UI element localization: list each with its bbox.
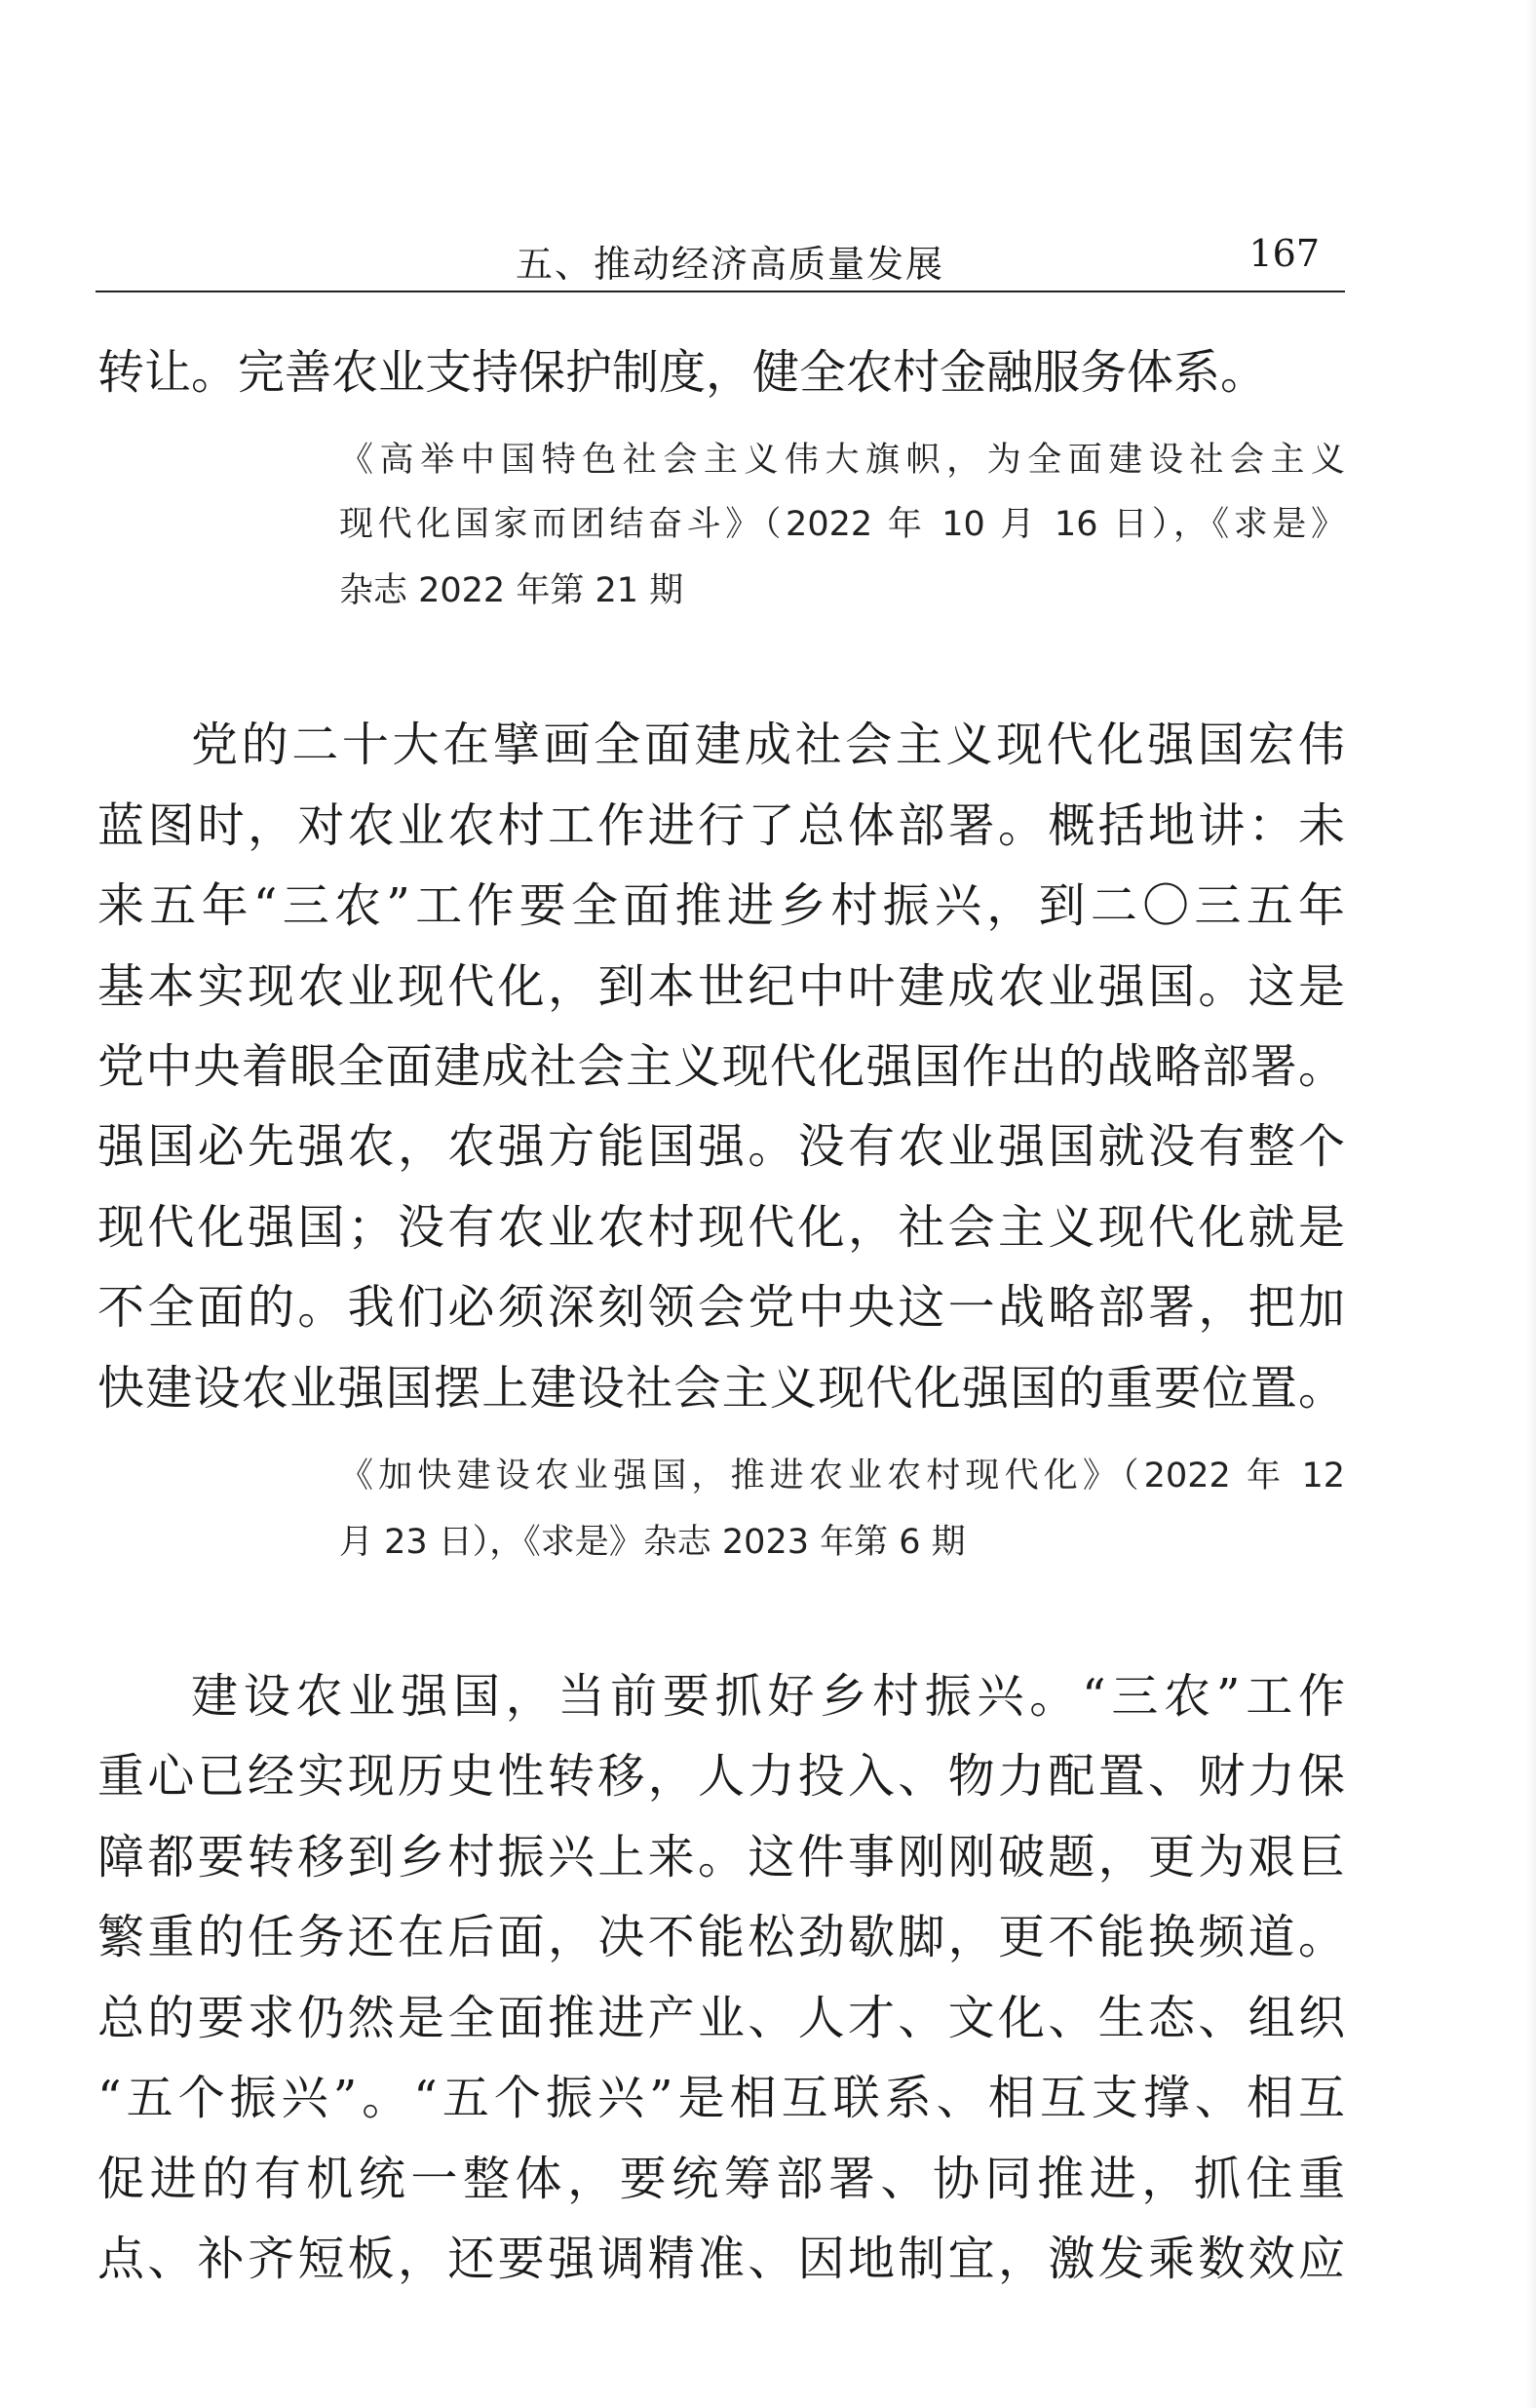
header-rule [96, 291, 1345, 292]
page-edge-shadow [1526, 0, 1536, 2408]
chapter-title: 五、推动经济高质量发展 [515, 243, 944, 286]
body-line: “五个振兴”。“五个振兴”是相互联系、相互支撑、相互 [97, 2071, 1345, 2125]
body-line: 不全面的。我们必须深刻领会党中央这一战略部署，把加 [97, 1280, 1345, 1335]
body-line: 转让。完善农业支持保护制度，健全农村金融服务体系。 [97, 345, 1268, 400]
body-line: 来五年“三农”工作要全面推进乡村振兴，到二〇三五年 [97, 878, 1345, 933]
body-line: 快建设农业强国摆上建设社会主义现代化强国的重要位置。 [97, 1361, 1345, 1416]
body-line: 建设农业强国，当前要抓好乡村振兴。“三农”工作 [191, 1669, 1345, 1724]
body-line: 促进的有机统一整体，要统筹部署、协同推进，抓住重 [97, 2152, 1345, 2206]
page-number: 167 [1248, 232, 1320, 275]
body-line: 总的要求仍然是全面推进产业、人才、文化、生态、组织 [97, 1991, 1345, 2045]
source-line: 《加快建设农业强国，推进农业农村现代化》（2022 年 12 [339, 1456, 1345, 1495]
body-line: 重心已经实现历史性转移，人力投入、物力配置、财力保 [97, 1749, 1345, 1804]
source-line: 《高举中国特色社会主义伟大旗帜，为全面建设社会主义 [339, 441, 1345, 480]
body-line: 蓝图时，对农业农村工作进行了总体部署。概括地讲：未 [97, 798, 1345, 853]
source-line: 月 23 日），《求是》杂志 2023 年第 6 期 [339, 1523, 966, 1562]
source-line: 现代化国家而团结奋斗》（2022 年 10 月 16 日），《求是》 [339, 505, 1345, 544]
body-line: 基本实现农业现代化，到本世纪中叶建成农业强国。这是 [97, 959, 1345, 1014]
body-line: 点、补齐短板，还要强调精准、因地制宜，激发乘数效应 [97, 2232, 1345, 2286]
body-line: 障都要转移到乡村振兴上来。这件事刚刚破题，更为艰巨 [97, 1830, 1345, 1884]
source-line: 杂志 2022 年第 21 期 [339, 571, 684, 610]
body-line: 党中央着眼全面建成社会主义现代化强国作出的战略部署。 [97, 1039, 1345, 1094]
running-header [96, 230, 1345, 286]
body-line: 繁重的任务还在后面，决不能松劲歇脚，更不能换频道。 [97, 1910, 1345, 1964]
body-line: 强国必先强农，农强方能国强。没有农业强国就没有整个 [97, 1119, 1345, 1174]
body-line: 现代化强国；没有农业农村现代化，社会主义现代化就是 [97, 1200, 1345, 1255]
body-line: 党的二十大在擘画全面建成社会主义现代化强国宏伟 [191, 718, 1345, 772]
